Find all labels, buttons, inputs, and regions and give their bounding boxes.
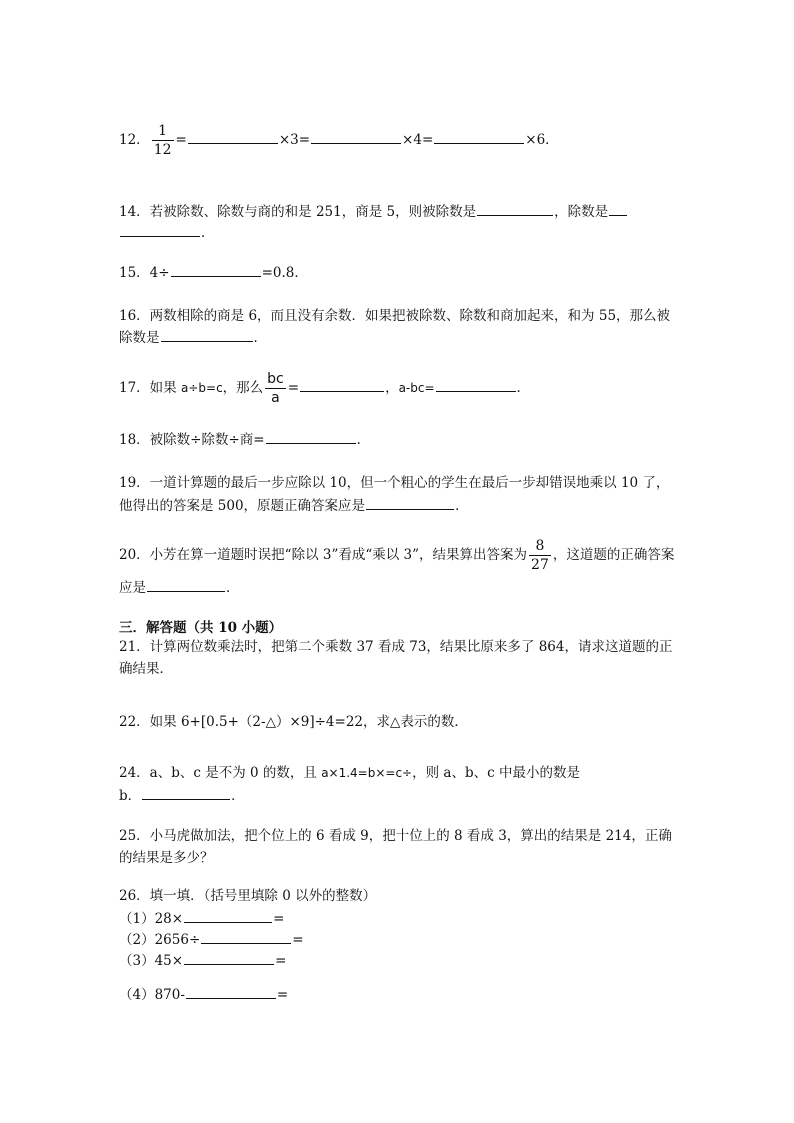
section-title: 三．解答题（共 10 小题） — [119, 620, 283, 636]
question-19-line-2 — [119, 495, 469, 516]
question-text: 19．一道计算题的最后一步应除以 10，但一个粗心的学生在最后一步却错误地乘以 10 了， — [119, 475, 670, 491]
answer-blank[interactable] — [184, 950, 274, 965]
question-text: 15．4÷ — [119, 265, 170, 281]
question-text: 确结果． — [119, 661, 173, 677]
answer-blank[interactable] — [436, 377, 516, 392]
fraction — [265, 372, 286, 405]
question-number: 12． — [119, 132, 150, 148]
q26-item — [119, 929, 304, 950]
q26-item — [119, 908, 284, 929]
answer-blank[interactable] — [188, 129, 278, 144]
question-text: ． — [201, 225, 215, 241]
question-text: ． — [356, 432, 371, 448]
question-text: 除数是 — [119, 330, 160, 346]
fraction-denominator: 27 — [531, 557, 549, 573]
answer-blank[interactable] — [171, 262, 261, 277]
question-26 — [119, 886, 376, 906]
question-text: ， — [385, 380, 399, 396]
question-15 — [119, 262, 308, 283]
question-20-line-2 — [119, 577, 240, 598]
question-text: ，除数是 — [554, 204, 609, 220]
item-label: （4）870- — [119, 987, 185, 1003]
question-text: 22．如果 6+[0.5+（2-△）×9]÷4=22，求△表示的数． — [119, 714, 468, 730]
question-text: 应是 — [119, 580, 146, 596]
question-text: ，这道题的正确答案 — [552, 547, 675, 563]
fraction-numerator: bc — [267, 371, 284, 387]
question-text: ． — [516, 380, 531, 396]
question-text: 的结果是多少？ — [119, 850, 214, 866]
fraction-numerator: 1 — [158, 123, 168, 139]
equals-sign: = — [275, 953, 287, 969]
question-text: 26．填一填．（括号里填除 0 以外的整数） — [119, 888, 377, 904]
fraction-numerator: 8 — [535, 538, 545, 554]
answer-blank[interactable] — [120, 222, 200, 237]
section-heading — [119, 618, 282, 638]
question-text: 18．被除数÷除数÷商= — [119, 432, 265, 448]
item-label: （2）2656÷ — [119, 932, 201, 948]
question-16 — [119, 306, 670, 326]
question-14 — [119, 201, 628, 222]
item-label: （3）45× — [119, 953, 184, 969]
question-19 — [119, 473, 669, 493]
answer-blank[interactable] — [142, 785, 230, 800]
answer-blank[interactable] — [311, 129, 401, 144]
answer-blank[interactable] — [184, 908, 272, 923]
question-text: 20．小芳在算一道题时误把“除以 3”看成“乘以 3”，结果算出答案为 — [119, 547, 528, 563]
question-text: 25．小马虎做加法，把个位上的 6 看成 9，把十位上的 8 看成 3，算出的结果是 214，正确 — [119, 828, 672, 844]
answer-blank[interactable] — [366, 495, 454, 510]
question-14-line-2 — [119, 222, 215, 243]
equals-sign: = — [175, 132, 187, 148]
equals-sign: = — [276, 987, 289, 1003]
q26-item — [119, 950, 286, 971]
math-expression: a÷b=c — [180, 381, 223, 395]
fraction-denominator: a — [265, 388, 286, 405]
question-25 — [119, 826, 672, 846]
question-24-line-2 — [119, 785, 245, 806]
question-text: 16．两数相除的商是 6，而且没有余数．如果把被除数、除数和商加起来，和为 55，那么被 — [119, 308, 671, 324]
equals-sign: = — [273, 911, 285, 927]
question-text: ． — [253, 330, 267, 346]
answer-blank[interactable] — [186, 984, 276, 999]
equals-sign: = — [292, 932, 304, 948]
answer-blank[interactable] — [161, 327, 253, 342]
question-text: ，那么 — [222, 380, 264, 396]
fraction — [152, 124, 174, 157]
fraction-denominator: 12 — [153, 142, 172, 158]
question-24 — [119, 763, 580, 783]
text-segment: ×4= — [402, 132, 434, 148]
question-20 — [119, 539, 674, 572]
question-text: 21．计算两位数乘法时，把第二个乘数 37 看成 73，结果比原来多了 864，请求这道题的正 — [119, 639, 673, 655]
question-21 — [119, 637, 672, 657]
text-segment: ×6． — [525, 132, 559, 148]
question-25-line-2 — [119, 848, 214, 868]
question-text: b． — [119, 788, 142, 804]
question-text: =0.8． — [261, 265, 308, 281]
q26-item — [119, 984, 288, 1005]
text-segment: ×3= — [278, 132, 311, 148]
question-16-line-2 — [119, 327, 267, 348]
answer-blank[interactable] — [477, 201, 553, 216]
answer-blank[interactable] — [266, 429, 356, 444]
answer-blank[interactable] — [300, 377, 384, 392]
question-text: 17．如果 — [119, 380, 181, 396]
question-17 — [119, 372, 530, 405]
question-18 — [119, 429, 370, 450]
equals-sign: = — [287, 380, 300, 396]
question-22 — [119, 712, 468, 732]
answer-blank[interactable] — [201, 929, 291, 944]
question-text: ，则 a、b、c 中最小的数是 — [412, 765, 580, 781]
item-label: （1）28× — [119, 911, 184, 927]
math-expression: a×1.4=b×=c÷ — [321, 766, 413, 780]
answer-blank[interactable] — [434, 129, 524, 144]
fraction — [529, 539, 551, 572]
question-text: ． — [455, 498, 469, 514]
answer-blank[interactable] — [147, 577, 225, 592]
question-text: 24．a、b、c 是不为 0 的数，且 — [119, 765, 322, 781]
answer-blank[interactable] — [609, 201, 627, 216]
question-text: ． — [226, 580, 240, 596]
question-12 — [119, 124, 559, 157]
question-text: 14．若被除数、除数与商的和是 251，商是 5，则被除数是 — [119, 204, 477, 220]
question-21-line-2 — [119, 659, 173, 679]
question-text: 他得出的答案是 500，原题正确答案应是 — [119, 498, 366, 514]
math-expression: a-bc= — [398, 381, 435, 395]
question-text: ． — [231, 788, 245, 804]
